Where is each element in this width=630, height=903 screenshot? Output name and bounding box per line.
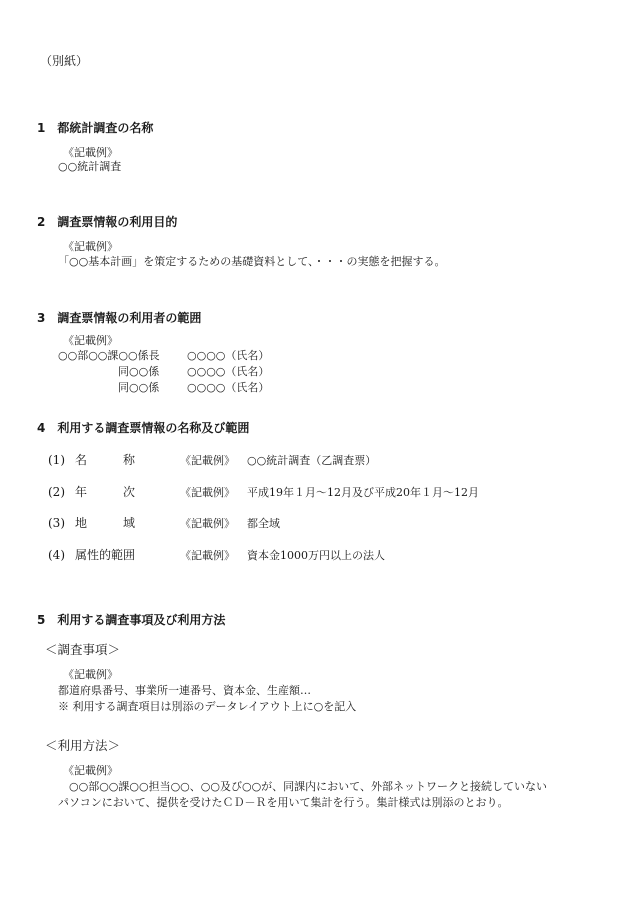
section-4-heading: 4 利用する調査票情報の名称及び範囲 bbox=[37, 421, 250, 435]
range-item-value: 平成19年１月～12月及び平成20年１月～12月 bbox=[247, 486, 479, 499]
survey-items-note: ※ 利用する調査項目は別添のデータレイアウト上に○を記入 bbox=[58, 700, 357, 713]
example-label: 《記載例》 bbox=[63, 334, 118, 347]
usage-method-title: ＜利用方法＞ bbox=[45, 738, 121, 753]
example-label: 《記載例》 bbox=[63, 240, 118, 253]
user-name: ○○○○（氏名） bbox=[187, 349, 270, 362]
user-role: ○○部○○課○○係長 bbox=[58, 349, 160, 362]
user-name: ○○○○（氏名） bbox=[187, 381, 270, 394]
section-2-heading: 2 調査票情報の利用目的 bbox=[37, 215, 178, 229]
usage-method-line: ○○部○○課○○担当○○、○○及び○○が、同課内において、外部ネットワークと接続していない bbox=[69, 780, 547, 793]
section-2-content: 「○○基本計画」を策定するための基礎資料として、・・・の実態を把握する。 bbox=[58, 255, 446, 268]
section-1-content: ○○統計調査 bbox=[58, 160, 122, 173]
example-label: 《記載例》 bbox=[180, 454, 235, 467]
range-item-number: (1) bbox=[48, 453, 65, 467]
example-label: 《記載例》 bbox=[63, 146, 118, 159]
section-3-heading: 3 調査票情報の利用者の範囲 bbox=[37, 311, 202, 325]
range-item-label: 年 次 bbox=[75, 485, 136, 499]
example-label: 《記載例》 bbox=[63, 764, 118, 777]
range-item-number: (2) bbox=[48, 485, 65, 499]
range-item-label: 地 域 bbox=[75, 516, 136, 530]
range-item-value: 都全域 bbox=[247, 517, 280, 530]
section-5-heading: 5 利用する調査事項及び利用方法 bbox=[37, 613, 226, 627]
range-item-value: 資本金1000万円以上の法人 bbox=[247, 549, 385, 562]
range-item-number: (3) bbox=[48, 516, 65, 530]
example-label: 《記載例》 bbox=[180, 517, 235, 530]
survey-items-title: ＜調査事項＞ bbox=[45, 642, 121, 657]
user-name: ○○○○（氏名） bbox=[187, 365, 270, 378]
range-item-label: 属性的範囲 bbox=[75, 548, 136, 562]
user-role: 同○○係 bbox=[118, 365, 160, 378]
range-item-label: 名 称 bbox=[75, 453, 136, 467]
section-1-heading: 1 都統計調査の名称 bbox=[37, 121, 154, 135]
example-label: 《記載例》 bbox=[63, 668, 118, 681]
user-role: 同○○係 bbox=[118, 381, 160, 394]
survey-items-line: 都道府県番号、事業所一連番号、資本金、生産額… bbox=[58, 684, 311, 697]
example-label: 《記載例》 bbox=[180, 549, 235, 562]
range-item-value: ○○統計調査（乙調査票） bbox=[247, 454, 377, 467]
range-item-number: (4) bbox=[48, 548, 65, 562]
example-label: 《記載例》 bbox=[180, 486, 235, 499]
annex-label: （別紙） bbox=[40, 54, 89, 68]
usage-method-line: パソコンにおいて、提供を受けたＣＤ－Ｒを用いて集計を行う。集計様式は別添のとおり。 bbox=[58, 796, 509, 809]
